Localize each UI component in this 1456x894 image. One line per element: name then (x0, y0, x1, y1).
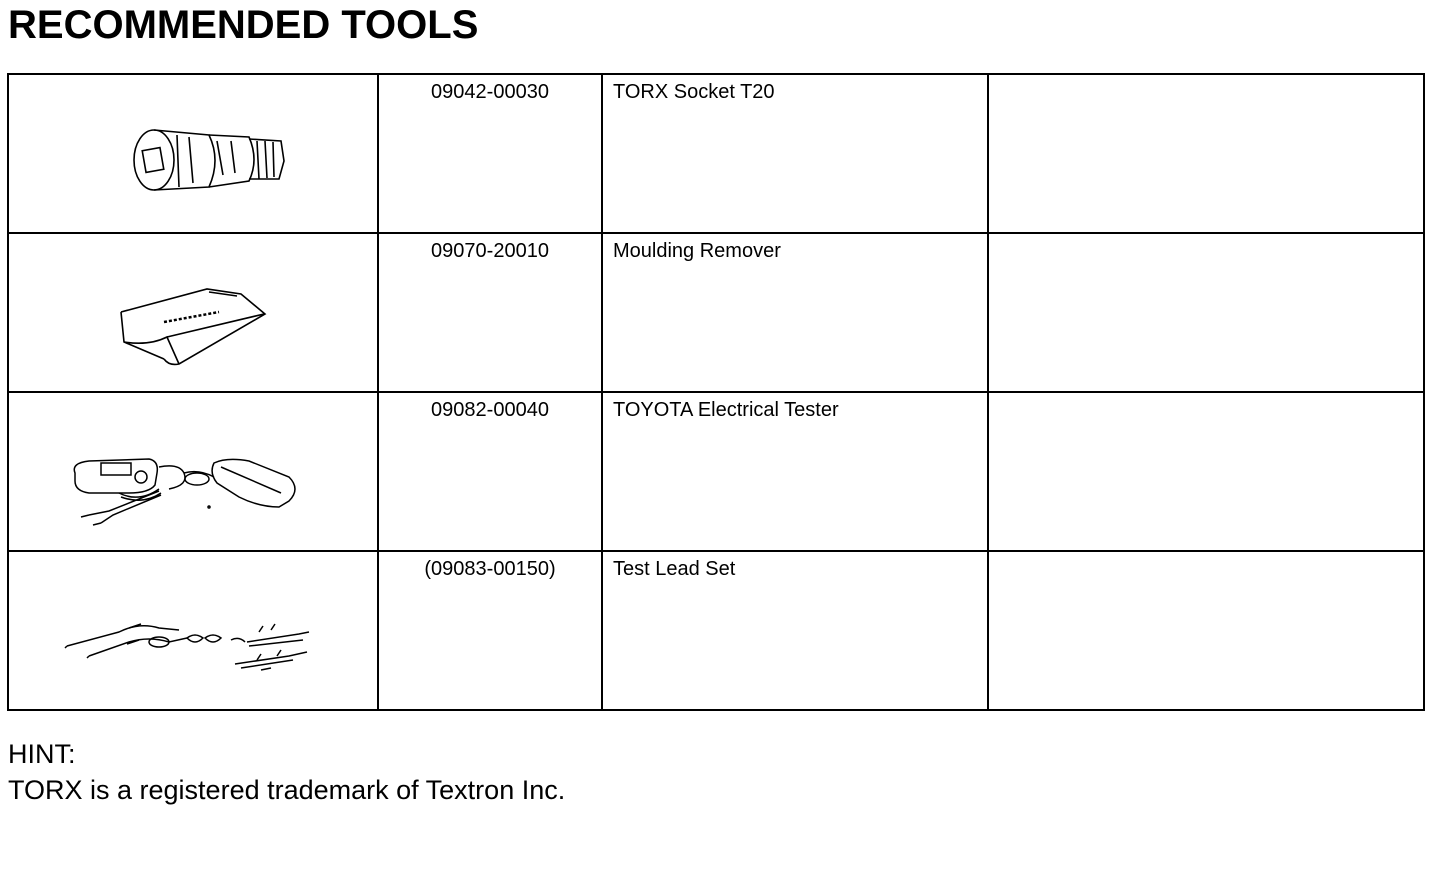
hint-block (8, 736, 565, 808)
tool-illustration-cell (8, 392, 378, 551)
tool-name: Moulding Remover (613, 240, 781, 262)
tool-name: TOYOTA Electrical Tester (613, 399, 839, 421)
page-title: RECOMMENDED TOOLS (8, 3, 479, 47)
part-number: 09070-20010 (431, 240, 549, 262)
moulding-remover-icon (9, 234, 377, 391)
hint-label: HINT: (8, 739, 76, 769)
part-number: 09082-00040 (431, 399, 549, 421)
table-row (8, 233, 1424, 392)
tool-illustration-cell (8, 551, 378, 710)
part-number: 09042-00030 (431, 81, 549, 103)
empty-cell (988, 74, 1424, 233)
table-row (8, 392, 1424, 551)
tools-table (7, 73, 1425, 711)
tool-illustration-cell (8, 233, 378, 392)
hint-text: TORX is a registered trademark of Textron Inc. (8, 775, 566, 805)
table-row (8, 551, 1424, 710)
table-row (8, 74, 1424, 233)
tool-name: TORX Socket T20 (613, 81, 775, 103)
torx-socket-icon (9, 75, 377, 232)
empty-cell (988, 551, 1424, 710)
empty-cell (988, 392, 1424, 551)
electrical-tester-icon (9, 393, 377, 550)
tool-name: Test Lead Set (613, 558, 736, 580)
test-lead-set-icon (9, 552, 377, 709)
tool-illustration-cell (8, 74, 378, 233)
empty-cell (988, 233, 1424, 392)
part-number: (09083-00150) (424, 558, 556, 580)
